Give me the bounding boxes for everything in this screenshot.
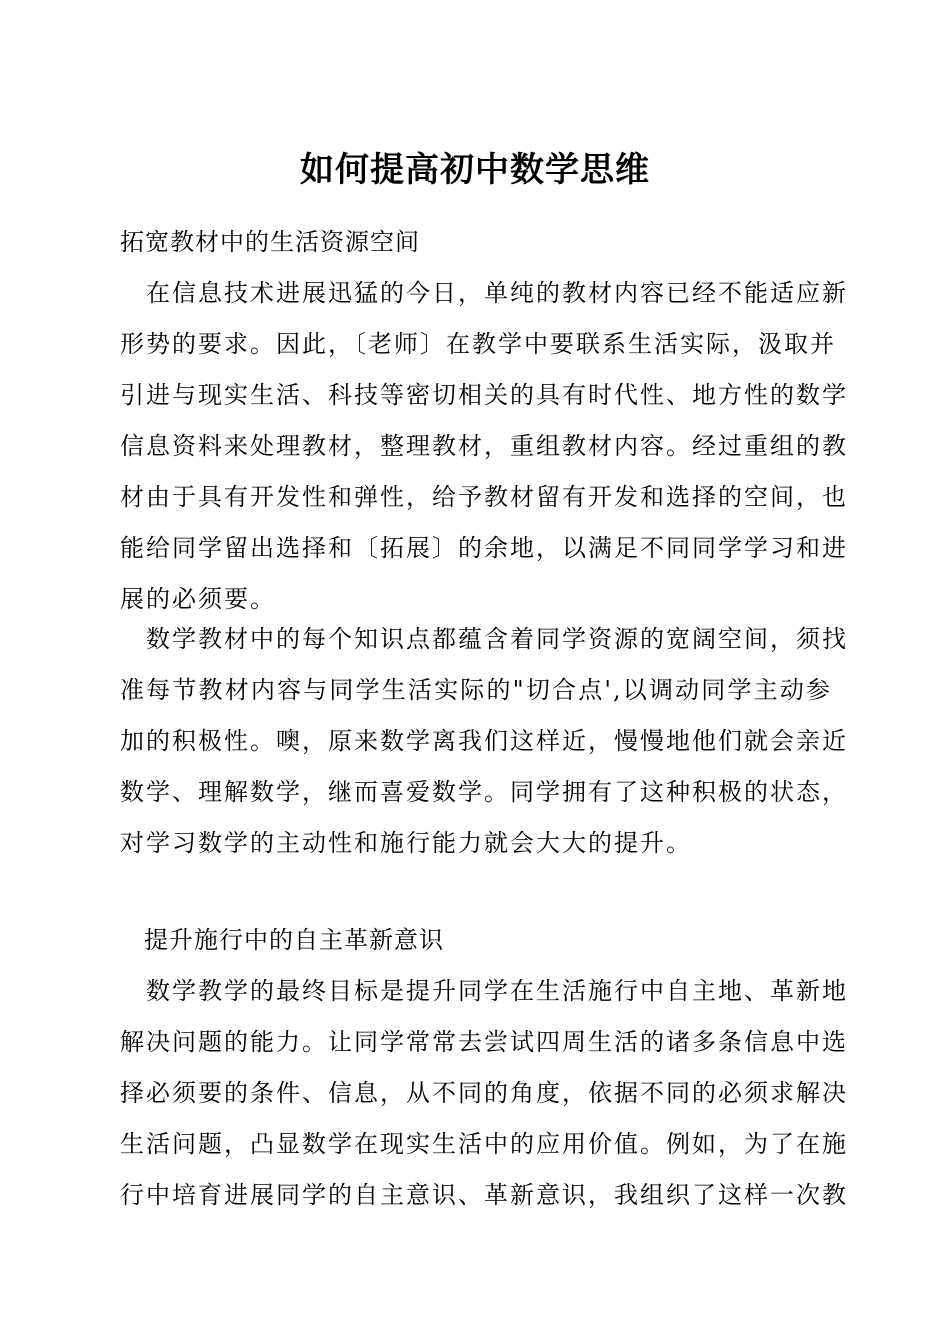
- section-heading-2: 提升施行中的自主革新意识: [144, 926, 444, 954]
- paragraph-line: 择必须要的条件、信息，从不同的角度，依据不同的必须求解决: [120, 1079, 848, 1107]
- paragraph-line: 信息资料来处理教材，整理教材，重组教材内容。经过重组的教: [120, 432, 848, 460]
- paragraph-line: 对学习数学的主动性和施行能力就会大大的提升。: [120, 829, 692, 857]
- section2-paragraph-1: [120, 966, 848, 1221]
- section1-paragraph-1: [120, 268, 848, 625]
- paragraph-line: 生活问题，凸显数学在现实生活中的应用价值。例如，为了在施: [120, 1130, 848, 1158]
- paragraph-line: 展的必须要。: [120, 585, 276, 613]
- paragraph-line: 能给同学留出选择和〔拓展〕的余地，以满足不同同学学习和进: [120, 534, 848, 562]
- section-heading-1: 拓宽教材中的生活资源空间: [120, 228, 420, 256]
- section1-paragraph-2: [120, 614, 848, 869]
- paragraph-line: 在信息技术进展迅猛的今日，单纯的教材内容已经不能适应新: [120, 279, 848, 307]
- paragraph-line: 形势的要求。因此，〔老师〕在教学中要联系生活实际，汲取并: [120, 330, 836, 358]
- paragraph-line: 加的积极性。噢，原来数学离我们这样近，慢慢地他们就会亲近: [120, 727, 848, 755]
- paragraph-line: 行中培育进展同学的自主意识、革新意识，我组织了这样一次教: [120, 1181, 848, 1209]
- paragraph-line: 材由于具有开发性和弹性，给予教材留有开发和选择的空间，也: [120, 483, 848, 511]
- paragraph-line: 数学教学的最终目标是提升同学在生活施行中自主地、革新地: [120, 977, 848, 1005]
- paragraph-line: 数学教材中的每个知识点都蕴含着同学资源的宽阔空间，须找: [120, 625, 848, 653]
- paragraph-line: 解决问题的能力。让同学常常去尝试四周生活的诸多条信息中选: [120, 1028, 848, 1056]
- document-title: 如何提高初中数学思维: [300, 150, 650, 190]
- paragraph-line: 数学、理解数学，继而喜爱数学。同学拥有了这种积极的状态，: [120, 778, 848, 806]
- paragraph-line: 准每节教材内容与同学生活实际的"切合点',以调动同学主动参: [120, 676, 832, 704]
- paragraph-line: 引进与现实生活、科技等密切相关的具有时代性、地方性的数学: [120, 381, 848, 409]
